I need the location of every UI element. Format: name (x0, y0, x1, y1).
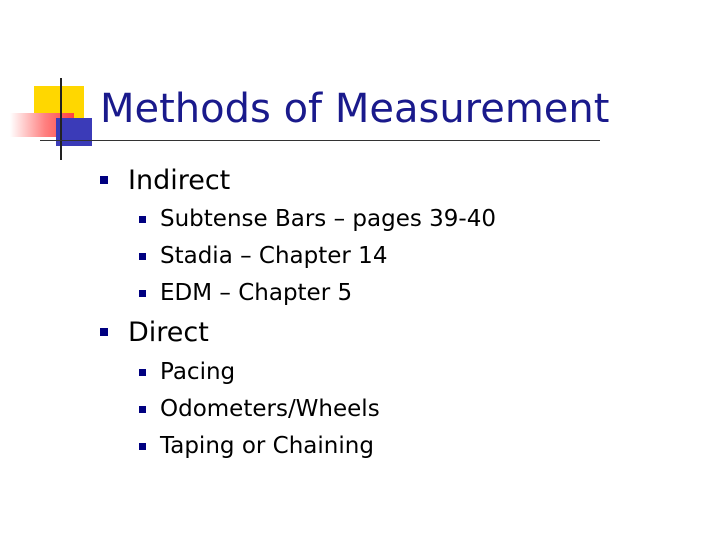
sub-bullet-label: Taping or Chaining (160, 433, 374, 459)
square-bullet-icon (139, 406, 146, 413)
bullet-item-direct (100, 312, 209, 352)
sub-bullet-label: EDM – Chapter 5 (160, 280, 353, 306)
sub-bullet-item (139, 354, 235, 390)
sub-bullet-label: Odometers/Wheels (160, 396, 380, 422)
square-bullet-icon (139, 290, 146, 297)
bullet-item-indirect (100, 160, 230, 200)
sub-bullet-item (139, 238, 387, 274)
sub-bullet-item (139, 391, 380, 427)
sub-bullet-item (139, 428, 374, 464)
square-bullet-icon (100, 328, 108, 336)
sub-bullet-label: Subtense Bars – pages 39-40 (160, 206, 496, 232)
square-bullet-icon (100, 176, 108, 184)
bullet-label: Indirect (128, 164, 231, 196)
slide-title: Methods of Measurement (100, 86, 610, 132)
sub-bullet-item (139, 201, 496, 237)
square-bullet-icon (139, 216, 146, 223)
sub-bullet-label: Pacing (160, 359, 236, 385)
square-bullet-icon (139, 443, 146, 450)
square-bullet-icon (139, 253, 146, 260)
sub-bullet-label: Stadia – Chapter 14 (160, 243, 388, 269)
square-bullet-icon (139, 369, 146, 376)
bullet-label: Direct (128, 316, 209, 348)
sub-bullet-item (139, 275, 352, 311)
